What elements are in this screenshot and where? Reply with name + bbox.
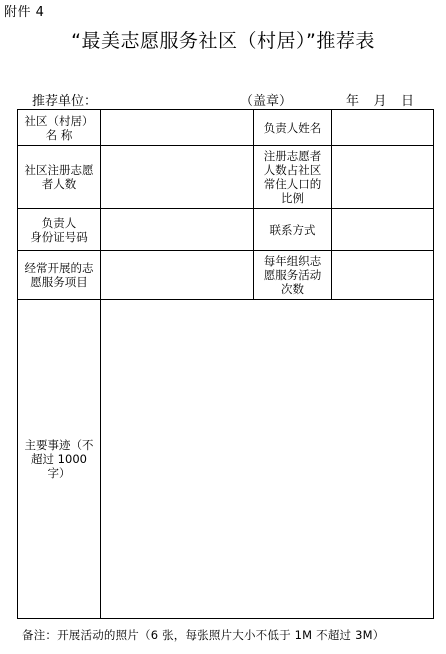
annual-activities-label: 每年组织志 愿服务活动 次数: [254, 251, 332, 300]
main-deeds-label: 主要事迹（不 超过 1000 字）: [18, 300, 101, 619]
table-row: [18, 251, 434, 300]
annual-activities-field[interactable]: [332, 251, 434, 300]
month-label: 月: [373, 94, 388, 109]
table-row: [18, 209, 434, 251]
contact-label: 联系方式: [254, 209, 332, 251]
regular-projects-field[interactable]: [101, 251, 254, 300]
main-deeds-field[interactable]: [101, 300, 434, 619]
leader-id-field[interactable]: [101, 209, 254, 251]
regular-projects-label: 经常开展的志 愿服务项目: [18, 251, 101, 300]
attachment-label: 附件 4: [4, 5, 45, 20]
recommendation-form-table: [17, 109, 434, 619]
community-name-field[interactable]: [101, 110, 254, 146]
table-row: [18, 300, 434, 619]
day-label: 日: [401, 94, 415, 109]
date-line: [346, 90, 415, 109]
recommending-unit-label: 推荐单位：: [32, 94, 98, 109]
leader-id-label: 负责人 身份证号码: [18, 209, 101, 251]
volunteer-count-field[interactable]: [101, 146, 254, 209]
leader-name-label: 负责人姓名: [254, 110, 332, 146]
leader-name-field[interactable]: [332, 110, 434, 146]
community-name-label: 社区（村居） 名 称: [18, 110, 101, 146]
seal-label: （盖章）: [240, 94, 293, 109]
photo-note: 备注：开展活动的照片（6 张，每张照片大小不低于 1M 不超过 3M）: [22, 628, 385, 642]
year-label: 年: [346, 94, 360, 109]
volunteer-count-label: 社区注册志愿 者人数: [18, 146, 101, 209]
table-row: [18, 146, 434, 209]
contact-field[interactable]: [332, 209, 434, 251]
table-row: [18, 110, 434, 146]
volunteer-ratio-field[interactable]: [332, 146, 434, 209]
form-title: “最美志愿服务社区（村居）”推荐表: [71, 30, 375, 52]
volunteer-ratio-label: 注册志愿者 人数占社区 常住人口的 比例: [254, 146, 332, 209]
